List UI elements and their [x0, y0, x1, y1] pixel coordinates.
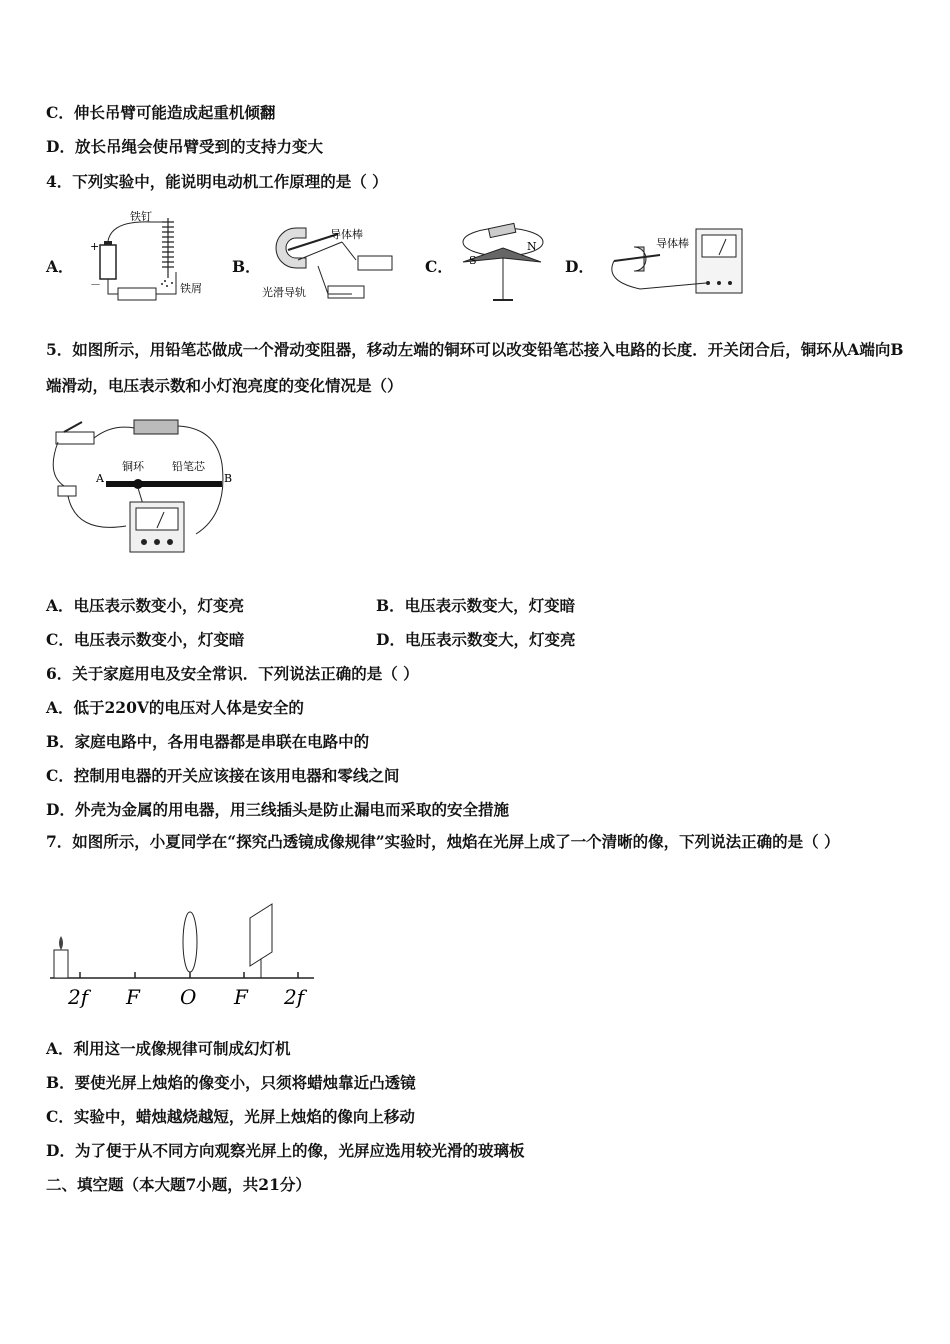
q4-label-a: A．: [46, 257, 74, 276]
q5-option-d: D．电压表示数变大，灯变亮: [376, 630, 576, 649]
q7-option-b: B．要使光屏上烛焰的像变小，只须将蜡烛靠近凸透镜: [46, 1073, 416, 1092]
q5-option-c: C．电压表示数变小，灯变暗: [46, 630, 245, 649]
axis-label-o: O: [180, 985, 197, 1009]
q4-label-b: B．: [232, 257, 261, 276]
q5-option-b: B．电压表示数变大，灯变暗: [376, 596, 576, 615]
q4-label-c: C．: [425, 257, 453, 276]
q3-option-d: D．放长吊绳会使吊臂受到的支持力变大: [46, 137, 323, 156]
convex-lens: [183, 912, 197, 972]
q4b-rod-label: 导体棒: [330, 228, 363, 241]
axis-label-f-right: F: [234, 985, 248, 1009]
q6-stem: 6．关于家庭用电及安全常识．下列说法正确的是（ ）: [46, 664, 419, 683]
q4d-rod-label: 导体棒: [656, 237, 689, 250]
flame: [59, 936, 63, 950]
q4-figure-b: [258, 220, 408, 305]
light-screen: [250, 904, 272, 966]
q6-option-c: C．控制用电器的开关应该接在该用电器和零线之间: [46, 766, 400, 785]
q6-option-b: B．家庭电路中，各用电器都是串联在电路中的: [46, 732, 370, 751]
q7-stem: 7．如图所示，小夏同学在“探究凸透镜成像规律”实验时，烛焰在光屏上成了一个清晰的像，下列说法正确的是（ ）: [46, 832, 840, 851]
q5-a-label: A: [96, 472, 104, 485]
axis-label-2f-left: 2f: [68, 985, 89, 1009]
q4c-s-label: S: [469, 254, 477, 267]
q4-figure-d: [600, 225, 750, 300]
q5-lead-label: 铅笔芯: [172, 460, 205, 473]
q4a-minus: －: [90, 278, 101, 291]
q5-stem: 5．如图所示，用铅笔芯做成一个滑动变阻器，移动左端的铜环可以改变铅笔芯接入电路的长度．开关闭合后，铜环从A端向B端滑动，电压表示数和小灯泡亮度的变化情况是（）: [46, 340, 904, 395]
q4c-n-label: N: [527, 240, 537, 253]
q5-figure: [46, 414, 236, 564]
q6-option-a: A．低于220V的电压对人体是安全的: [46, 698, 304, 717]
q3-option-c: C．伸长吊臂可能造成起重机倾翻: [46, 103, 276, 122]
q7-option-d: D．为了便于从不同方向观察光屏上的像，光屏应选用较光滑的玻璃板: [46, 1141, 525, 1160]
q5-b-label: B: [224, 472, 233, 485]
axis-label-2f-right: 2f: [284, 985, 305, 1009]
q6-option-d: D．外壳为金属的用电器，用三线插头是防止漏电而采取的安全措施: [46, 800, 509, 819]
q4a-nail-label: 铁钉: [130, 210, 152, 223]
q7-option-a: A．利用这一成像规律可制成幻灯机: [46, 1039, 291, 1058]
q4-label-d: D．: [565, 257, 594, 276]
q7-figure: [46, 900, 326, 1015]
axis-label-f-left: F: [126, 985, 140, 1009]
q4-figure-a: [82, 210, 222, 305]
section-2-heading: 二、填空题（本大题7小题，共21分）: [46, 1175, 311, 1194]
q4-stem: 4．下列实验中，能说明电动机工作原理的是（ ）: [46, 172, 388, 191]
q7-option-c: C．实验中，蜡烛越烧越短，光屏上烛焰的像向上移动: [46, 1107, 415, 1126]
candle: [54, 950, 68, 978]
q5-option-a: A．电压表示数变小，灯变亮: [46, 596, 245, 615]
q4-figure-c: [455, 212, 555, 307]
q4a-plus: +: [90, 240, 100, 253]
q5-ring-label: 铜环: [122, 460, 144, 473]
q4a-filings-label: 铁屑: [180, 282, 202, 295]
q4b-rail-label: 光滑导轨: [262, 286, 306, 299]
